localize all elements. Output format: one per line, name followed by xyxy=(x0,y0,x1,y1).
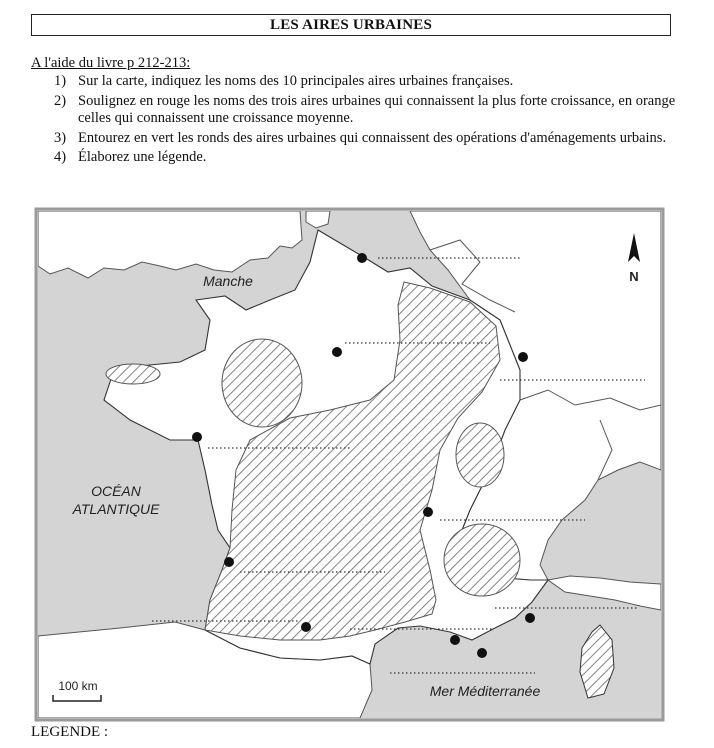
hatched-zone-jura xyxy=(456,423,504,487)
north-label: N xyxy=(629,269,639,284)
city-dot xyxy=(477,648,487,658)
city-dot xyxy=(518,352,528,362)
scale-label: 100 km xyxy=(58,679,98,693)
step-text: Entourez en vert les ronds des aires urbaines qui connaissent des opérations d'aménagements urbains. xyxy=(78,129,667,146)
manche-label: Manche xyxy=(203,273,253,289)
hatched-zone-paris xyxy=(222,339,302,427)
step-number: 4) xyxy=(54,149,67,165)
mediterranean-label: Mer Méditerranée xyxy=(429,683,541,699)
hatched-zone-alps xyxy=(444,524,520,596)
step-number: 3) xyxy=(54,129,67,146)
hatched-zone-brittany xyxy=(106,364,160,384)
ocean-label: OCÉAN xyxy=(91,483,141,499)
city-dot xyxy=(423,507,433,517)
city-dot xyxy=(332,347,342,357)
step-number: 1) xyxy=(54,73,67,89)
page-title: LES AIRES URBAINES xyxy=(31,14,671,36)
step-text: Élaborez une légende. xyxy=(78,149,207,165)
ocean-label: ATLANTIQUE xyxy=(72,501,160,517)
step-number: 2) xyxy=(54,92,67,109)
city-dot xyxy=(357,253,367,263)
legend-label: LEGENDE : xyxy=(31,724,109,740)
instructions-intro: A l'aide du livre p 212-213: xyxy=(31,55,191,71)
step-text: Soulignez en rouge les noms des trois aires urbaines qui connaissent la plus forte croissance, en orange celles qui connaissent une croissance moyenne. xyxy=(78,92,676,126)
city-dot xyxy=(192,432,202,442)
city-dot xyxy=(301,622,311,632)
step-text: Sur la carte, indiquez les noms des 10 principales aires urbaines françaises. xyxy=(78,73,514,89)
city-dot xyxy=(525,613,535,623)
city-dot xyxy=(224,557,234,567)
city-dot xyxy=(450,635,460,645)
